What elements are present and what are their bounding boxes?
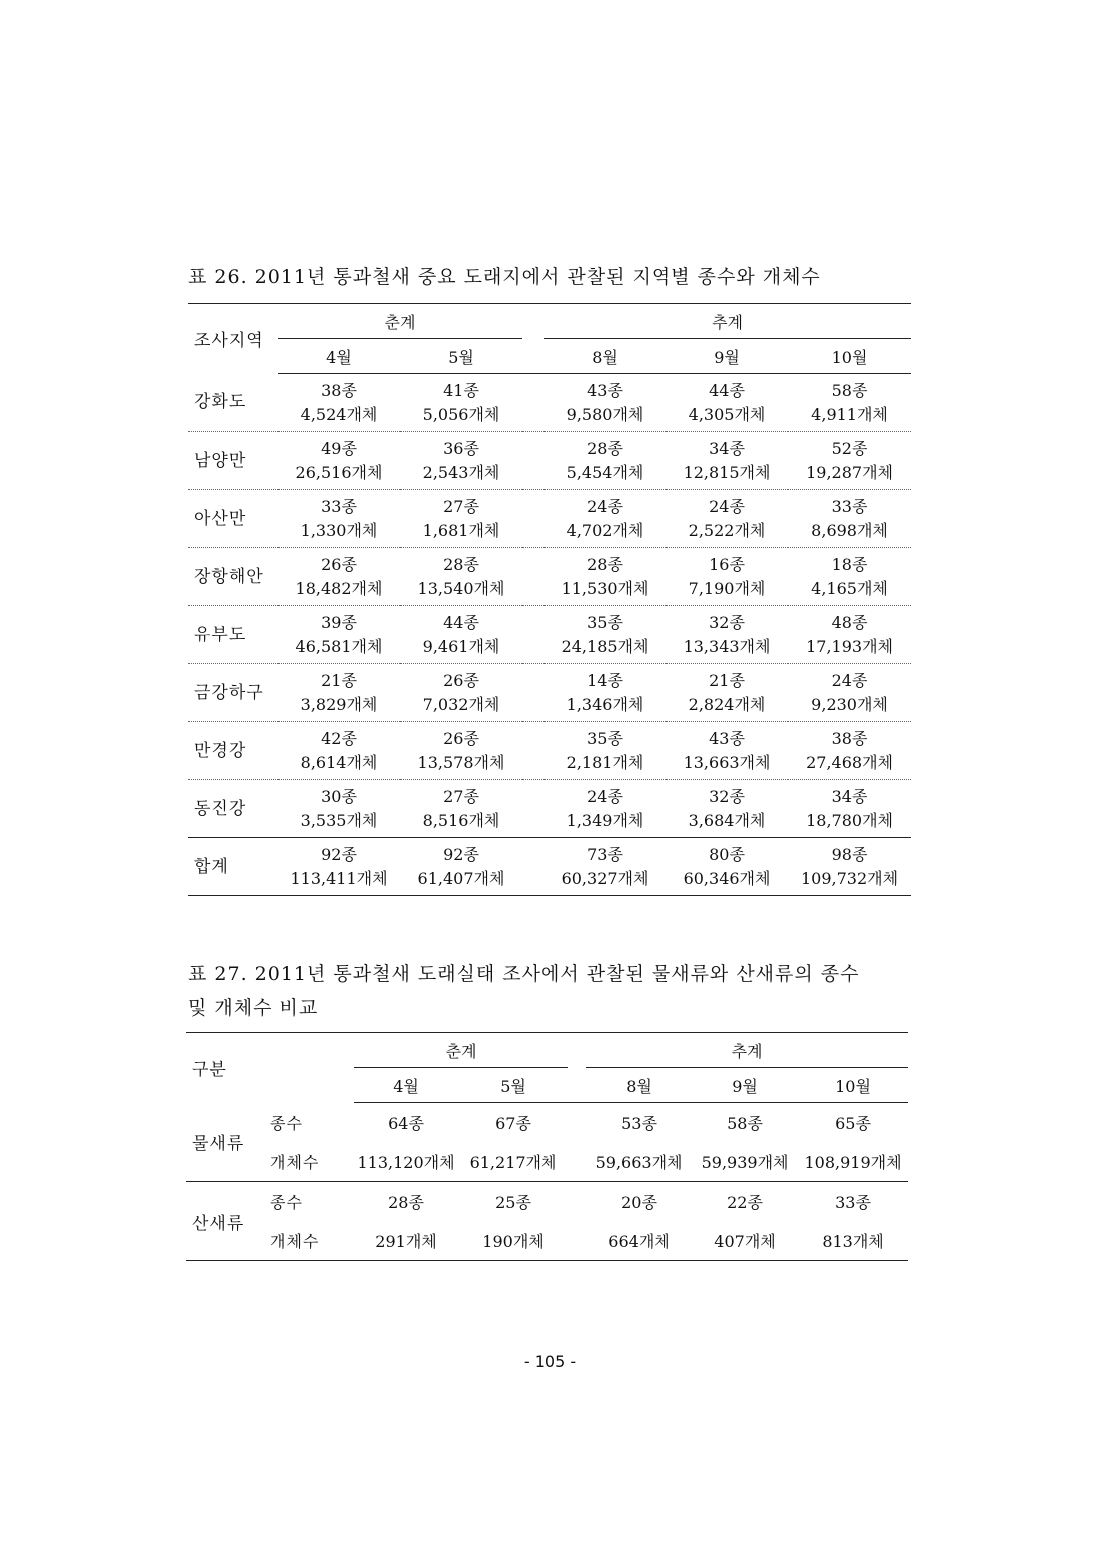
species-count: 33종 (798, 1182, 908, 1222)
data-cell (544, 722, 666, 780)
individual-count: 12,815개체 (683, 462, 771, 482)
individual-count: 24,185개체 (561, 636, 649, 656)
data-cell (544, 548, 666, 606)
individual-count: 9,580개체 (566, 404, 644, 424)
data-cell (666, 780, 788, 838)
data-cell (400, 490, 522, 548)
data-cell (400, 780, 522, 838)
species-count: 32종 (709, 612, 745, 632)
data-cell (544, 374, 666, 432)
data-cell (400, 548, 522, 606)
species-count: 27종 (443, 786, 479, 806)
individual-count: 109,732개체 (800, 868, 899, 888)
species-count: 80종 (709, 844, 745, 864)
individual-count: 7,190개체 (688, 578, 766, 598)
individual-count: 13,343개체 (683, 636, 771, 656)
table-row (188, 664, 911, 722)
table-row (188, 374, 911, 432)
region-name: 아산만 (188, 490, 278, 548)
individual-count: 1,681개체 (422, 520, 500, 540)
species-count: 18종 (831, 554, 868, 574)
region-name: 남양만 (188, 432, 278, 490)
individual-count: 8,698개체 (811, 520, 888, 540)
species-count: 67종 (495, 1114, 531, 1133)
species-count: 28종 (354, 1182, 458, 1222)
data-cell (666, 722, 788, 780)
species-count: 22종 (692, 1182, 798, 1222)
individual-count: 61,407개체 (417, 868, 505, 888)
species-count: 35종 (587, 728, 623, 748)
individual-count: 60,346개체 (683, 868, 771, 888)
individual-count: 4,305개체 (688, 404, 766, 424)
species-count: 52종 (831, 438, 868, 458)
species-count: 73종 (587, 844, 623, 864)
individual-count: 11,530개체 (561, 578, 649, 598)
data-cell (278, 548, 400, 606)
individual-count: 60,327개체 (561, 868, 649, 888)
table26-caption: 표 26. 2011년 통과철새 중요 도래지에서 관찰된 지역별 종수와 개체수 (188, 266, 821, 288)
species-count: 44종 (709, 380, 745, 400)
individual-count: 13,663개체 (683, 752, 771, 772)
individual-count: 2,543개체 (422, 462, 500, 482)
species-count: 14종 (587, 670, 623, 690)
species-count: 65종 (835, 1114, 871, 1133)
species-count: 38종 (321, 380, 357, 400)
data-cell (278, 374, 400, 432)
individual-count: 3,684개체 (688, 810, 766, 830)
individual-count: 2,824개체 (688, 694, 766, 714)
individual-count: 27,468개체 (806, 752, 893, 772)
data-cell (666, 432, 788, 490)
species-count: 58종 (727, 1114, 763, 1133)
individual-count: 9,230개체 (811, 694, 888, 714)
table-row (186, 1182, 908, 1222)
data-cell (666, 374, 788, 432)
species-count: 33종 (321, 496, 357, 516)
data-cell (544, 838, 666, 896)
month-header: 10월 (788, 339, 911, 374)
data-cell (666, 606, 788, 664)
individual-count: 5,056개체 (422, 404, 500, 424)
individual-count: 13,578개체 (417, 752, 505, 772)
species-count: 44종 (443, 612, 479, 632)
table-row (186, 1142, 908, 1182)
month-header: 10월 (798, 1068, 908, 1103)
month-header: 5월 (400, 339, 522, 374)
data-cell (400, 374, 522, 432)
data-cell (666, 548, 788, 606)
data-cell (400, 664, 522, 722)
species-count: 34종 (831, 786, 868, 806)
group-header: 구분 (192, 1060, 227, 1081)
table27-caption-line1: 표 27. 2011년 통과철새 도래실태 조사에서 관찰된 물새류와 산새류의 종수 (188, 963, 860, 985)
month-header: 5월 (458, 1068, 568, 1103)
data-cell (544, 606, 666, 664)
count-label: 개체수 (270, 1232, 320, 1251)
month-header: 4월 (354, 1068, 458, 1103)
data-cell (666, 664, 788, 722)
species-count: 34종 (709, 438, 745, 458)
individual-count: 3,535개체 (300, 810, 378, 830)
individual-count: 26,516개체 (295, 462, 383, 482)
spring-header: 춘계 (354, 1033, 568, 1068)
individual-count: 2,522개체 (688, 520, 766, 540)
data-cell (278, 606, 400, 664)
data-cell (788, 374, 911, 432)
species-count: 32종 (709, 786, 745, 806)
data-cell (788, 432, 911, 490)
species-count: 92종 (443, 844, 479, 864)
species-count: 58종 (831, 380, 868, 400)
individual-count: 46,581개체 (295, 636, 383, 656)
data-cell (666, 490, 788, 548)
species-count: 98종 (831, 844, 868, 864)
data-cell (400, 606, 522, 664)
region-name: 동진강 (188, 780, 278, 838)
species-count: 21종 (321, 670, 357, 690)
region-name: 유부도 (188, 606, 278, 664)
data-cell (544, 664, 666, 722)
autumn-header: 추계 (586, 1033, 908, 1068)
individual-count: 13,540개체 (417, 578, 505, 598)
individual-count: 59,663개체 (595, 1153, 683, 1172)
table-row (188, 548, 911, 606)
species-count: 28종 (587, 438, 623, 458)
individual-count: 291개체 (375, 1232, 437, 1251)
region-name: 금강하구 (188, 664, 278, 722)
table26-body (188, 374, 911, 896)
table-row (188, 838, 911, 896)
region-name: 장항해안 (188, 548, 278, 606)
individual-count: 4,524개체 (300, 404, 378, 424)
table-row (186, 1221, 908, 1261)
region-name: 강화도 (194, 392, 247, 413)
individual-count: 113,120개체 (357, 1153, 455, 1172)
individual-count: 4,911개체 (811, 404, 888, 424)
individual-count: 18,780개체 (806, 810, 893, 830)
data-cell (278, 490, 400, 548)
species-count: 20종 (586, 1182, 692, 1222)
data-cell (788, 490, 911, 548)
individual-count: 19,287개체 (806, 462, 893, 482)
species-count: 24종 (831, 670, 868, 690)
species-count: 36종 (443, 438, 479, 458)
species-count: 26종 (321, 554, 357, 574)
region-name: 만경강 (188, 722, 278, 780)
species-count: 16종 (709, 554, 745, 574)
data-cell (788, 722, 911, 780)
month-header: 9월 (666, 339, 788, 374)
table26 (188, 303, 911, 896)
individual-count: 813개체 (822, 1232, 884, 1251)
table-row (188, 780, 911, 838)
species-count: 39종 (321, 612, 357, 632)
table-row (188, 490, 911, 548)
species-count: 64종 (388, 1114, 424, 1133)
individual-count: 18,482개체 (295, 578, 383, 598)
individual-count: 4,165개체 (811, 578, 888, 598)
species-count: 28종 (443, 554, 479, 574)
species-count: 42종 (321, 728, 357, 748)
species-count: 49종 (321, 438, 357, 458)
species-count: 53종 (621, 1114, 657, 1133)
data-cell (278, 838, 400, 896)
individual-count: 7,032개체 (422, 694, 500, 714)
individual-count: 113,411개체 (290, 868, 388, 888)
species-count: 92종 (321, 844, 357, 864)
individual-count: 17,193개체 (806, 636, 893, 656)
individual-count: 9,461개체 (422, 636, 500, 656)
species-count: 38종 (831, 728, 868, 748)
table-row (188, 606, 911, 664)
species-count: 30종 (321, 786, 357, 806)
data-cell (278, 722, 400, 780)
month-header: 8월 (544, 339, 666, 374)
data-cell (278, 432, 400, 490)
data-cell (544, 490, 666, 548)
species-count: 43종 (709, 728, 745, 748)
species-count: 26종 (443, 670, 479, 690)
table27-caption-line2: 및 개체수 비교 (188, 997, 319, 1019)
data-cell (788, 664, 911, 722)
group-name: 산새류 (186, 1182, 268, 1261)
individual-count: 8,614개체 (300, 752, 378, 772)
data-cell (400, 432, 522, 490)
species-count: 28종 (587, 554, 623, 574)
individual-count: 664개체 (608, 1232, 670, 1251)
page-number: - 105 - (523, 1352, 577, 1371)
data-cell (666, 838, 788, 896)
individual-count: 5,454개체 (566, 462, 644, 482)
individual-count: 59,939개체 (701, 1153, 789, 1172)
species-count: 27종 (443, 496, 479, 516)
data-cell (544, 780, 666, 838)
species-count: 33종 (831, 496, 868, 516)
table27 (186, 1032, 908, 1261)
count-label: 개체수 (270, 1153, 320, 1172)
individual-count: 407개체 (714, 1232, 776, 1251)
month-header: 9월 (692, 1068, 798, 1103)
table27-body (186, 1103, 908, 1261)
data-cell (788, 780, 911, 838)
table27-caption (188, 957, 912, 1025)
month-header: 4월 (278, 339, 400, 374)
species-count: 24종 (587, 786, 623, 806)
species-count: 24종 (709, 496, 745, 516)
data-cell (278, 780, 400, 838)
individual-count: 3,829개체 (300, 694, 378, 714)
species-count: 24종 (587, 496, 623, 516)
species-label: 종수 (270, 1113, 303, 1133)
table-row (188, 722, 911, 780)
species-count: 43종 (587, 380, 623, 400)
table-row (186, 1103, 908, 1143)
species-count: 35종 (587, 612, 623, 632)
data-cell (788, 606, 911, 664)
individual-count: 1,346개체 (566, 694, 644, 714)
data-cell (400, 838, 522, 896)
species-count: 25종 (458, 1182, 568, 1222)
region-header: 조사지역 (194, 331, 264, 352)
month-header: 8월 (586, 1068, 692, 1103)
individual-count: 1,330개체 (300, 520, 378, 540)
individual-count: 108,919개체 (804, 1153, 902, 1172)
individual-count: 8,516개체 (422, 810, 500, 830)
individual-count: 1,349개체 (566, 810, 644, 830)
data-cell (278, 664, 400, 722)
individual-count: 190개체 (482, 1232, 544, 1251)
autumn-header: 추계 (544, 304, 911, 339)
species-count: 26종 (443, 728, 479, 748)
individual-count: 2,181개체 (566, 752, 644, 772)
data-cell (544, 432, 666, 490)
individual-count: 61,217개체 (469, 1153, 557, 1172)
species-label: 종수 (268, 1182, 354, 1222)
data-cell (400, 722, 522, 780)
individual-count: 4,702개체 (566, 520, 644, 540)
species-count: 41종 (443, 380, 479, 400)
region-name: 합계 (188, 838, 278, 896)
species-count: 48종 (831, 612, 868, 632)
group-name: 물새류 (192, 1134, 245, 1155)
data-cell (788, 548, 911, 606)
spring-header: 춘계 (278, 304, 522, 339)
species-count: 21종 (709, 670, 745, 690)
data-cell (788, 838, 911, 896)
table-row (188, 432, 911, 490)
